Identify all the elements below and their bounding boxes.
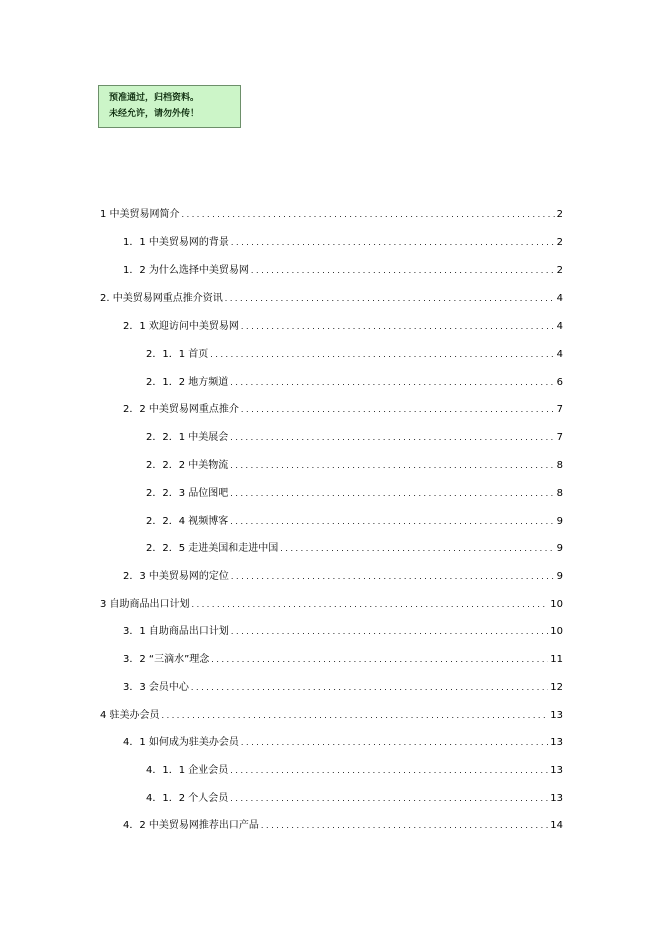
toc-entry-label: 3 自助商品出口计划 xyxy=(100,599,190,610)
toc-entry-page: 14 xyxy=(550,820,563,831)
toc-entry[interactable] xyxy=(146,764,563,778)
toc-entry-label: 2．3 中美贸易网的定位 xyxy=(123,571,229,582)
toc-entry-page: 13 xyxy=(550,710,563,721)
toc-entry-label: 2．2．2 中美物流 xyxy=(146,460,229,471)
toc-leader-dots xyxy=(261,819,548,833)
toc-entry-page: 13 xyxy=(550,737,563,748)
toc-entry-label: 2．2．4 视频博客 xyxy=(146,516,229,527)
toc-entry[interactable] xyxy=(123,681,563,695)
toc-entry[interactable] xyxy=(146,431,563,445)
toc-entry-label: 4．1．2 个人会员 xyxy=(146,793,229,804)
toc-entry-label: 4 驻美办会员 xyxy=(100,710,160,721)
toc-leader-dots xyxy=(280,542,554,556)
toc-leader-dots xyxy=(225,292,555,306)
toc-entry-label: 1．1 中美贸易网的背景 xyxy=(123,237,229,248)
toc-entry[interactable] xyxy=(123,736,563,750)
toc-leader-dots xyxy=(231,570,555,584)
toc-entry[interactable] xyxy=(123,264,563,278)
toc-entry-page: 2 xyxy=(556,209,563,220)
toc-leader-dots xyxy=(251,264,555,278)
toc-entry-page: 11 xyxy=(550,654,563,665)
toc-entry-page: 10 xyxy=(550,599,563,610)
toc-entry-page: 6 xyxy=(556,377,563,388)
toc-entry-page: 13 xyxy=(550,765,563,776)
toc-entry-label: 2．1 欢迎访问中美贸易网 xyxy=(123,321,239,332)
toc-leader-dots xyxy=(192,598,549,612)
toc-leader-dots xyxy=(230,487,554,501)
toc-leader-dots xyxy=(162,709,549,723)
toc-entry[interactable] xyxy=(100,709,563,723)
toc-leader-dots xyxy=(230,431,554,445)
toc-entry-label: 3．3 会员中心 xyxy=(123,682,189,693)
toc-entry-page: 4 xyxy=(556,321,563,332)
toc-entry-label: 3．2 “三滴水”理念 xyxy=(123,654,210,665)
toc-entry-label: 2. 中美贸易网重点推介资讯 xyxy=(100,293,223,304)
toc-leader-dots xyxy=(241,320,555,334)
toc-entry-page: 2 xyxy=(556,237,563,248)
toc-entry-page: 12 xyxy=(550,682,563,693)
toc-entry-page: 13 xyxy=(550,793,563,804)
toc-entry-label: 3．1 自助商品出口计划 xyxy=(123,626,229,637)
toc-entry-page: 7 xyxy=(556,432,563,443)
toc-entry-label: 2．1．2 地方频道 xyxy=(146,377,229,388)
toc-entry-label: 4．1 如何成为驻美办会员 xyxy=(123,737,239,748)
toc-entry[interactable] xyxy=(146,376,563,390)
toc-entry-label: 2．2 中美贸易网重点推介 xyxy=(123,404,239,415)
toc-entry-label: 2．1．1 首页 xyxy=(146,349,209,360)
toc-leader-dots xyxy=(182,208,555,222)
toc-leader-dots xyxy=(230,792,548,806)
toc-leader-dots xyxy=(241,403,555,417)
toc-entry-label: 2．2．3 品位图吧 xyxy=(146,488,229,499)
toc-entry-page: 8 xyxy=(556,488,563,499)
toc-entry[interactable] xyxy=(146,515,563,529)
toc-entry[interactable] xyxy=(146,792,563,806)
toc-leader-dots xyxy=(231,625,548,639)
toc-leader-dots xyxy=(210,348,554,362)
toc-entry[interactable] xyxy=(146,459,563,473)
toc-entry[interactable] xyxy=(100,598,563,612)
toc-entry[interactable] xyxy=(100,292,563,306)
toc-entry[interactable] xyxy=(123,320,563,334)
toc-leader-dots xyxy=(231,236,555,250)
stamp-line-1: 预准通过，归档资料。 xyxy=(109,93,200,103)
toc-entry[interactable] xyxy=(100,208,563,222)
toc-leader-dots xyxy=(230,459,554,473)
toc-entry-page: 9 xyxy=(556,516,563,527)
toc-entry-page: 4 xyxy=(556,293,563,304)
toc-entry-label: 1 中美贸易网简介 xyxy=(100,209,180,220)
toc-entry-page: 4 xyxy=(556,349,563,360)
toc-entry-page: 9 xyxy=(556,543,563,554)
toc-leader-dots xyxy=(241,736,548,750)
toc-entry[interactable] xyxy=(146,348,563,362)
toc-entry-label: 2．2．1 中美展会 xyxy=(146,432,229,443)
toc-entry-page: 10 xyxy=(550,626,563,637)
toc-entry[interactable] xyxy=(123,819,563,833)
toc-entry-label: 4．1．1 企业会员 xyxy=(146,765,229,776)
toc-entry-page: 2 xyxy=(556,265,563,276)
toc-entry-page: 9 xyxy=(556,571,563,582)
approval-stamp xyxy=(98,85,241,128)
toc-leader-dots xyxy=(230,376,554,390)
toc-entry[interactable] xyxy=(123,625,563,639)
toc-leader-dots xyxy=(211,653,548,667)
toc-entry-page: 8 xyxy=(556,460,563,471)
toc-entry[interactable] xyxy=(123,403,563,417)
toc-entry-page: 7 xyxy=(556,404,563,415)
toc-entry[interactable] xyxy=(123,653,563,667)
toc-entry[interactable] xyxy=(146,542,563,556)
toc-entry[interactable] xyxy=(123,236,563,250)
stamp-line-2: 未经允许，请勿外传！ xyxy=(109,109,200,119)
toc-entry-label: 2．2．5 走进美国和走进中国 xyxy=(146,543,279,554)
toc-entry-label: 1．2 为什么选择中美贸易网 xyxy=(123,265,249,276)
toc-leader-dots xyxy=(230,764,548,778)
toc-leader-dots xyxy=(191,681,548,695)
toc-entry[interactable] xyxy=(123,570,563,584)
toc-entry-label: 4．2 中美贸易网推荐出口产品 xyxy=(123,820,259,831)
toc-leader-dots xyxy=(230,515,554,529)
toc-entry[interactable] xyxy=(146,487,563,501)
